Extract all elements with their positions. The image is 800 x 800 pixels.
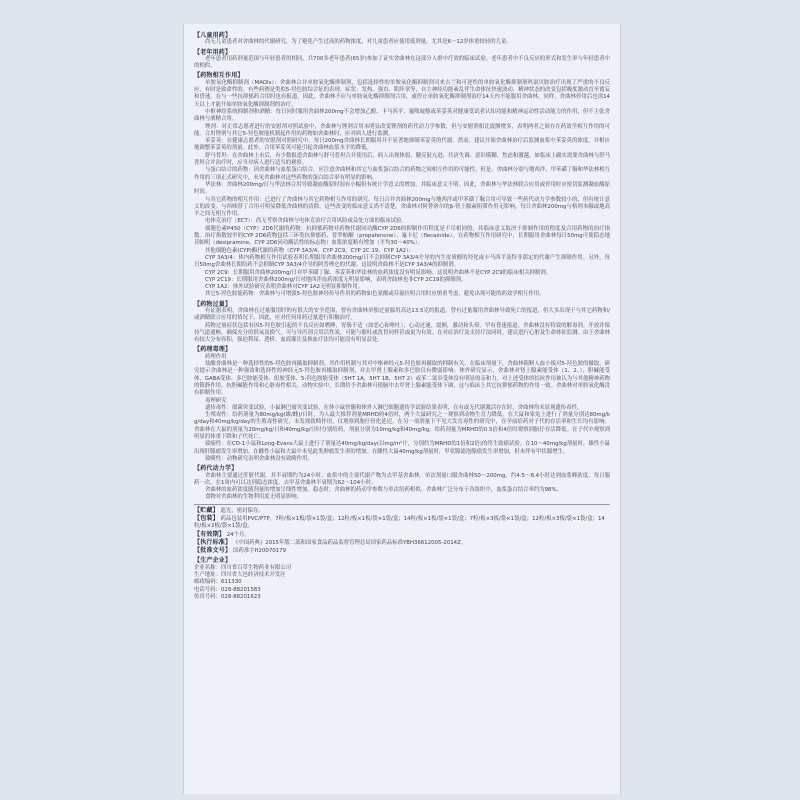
divider bbox=[194, 504, 610, 505]
section-heading: 【儿童用药】 bbox=[194, 32, 232, 39]
section-heading: 【药物相互作用】 bbox=[194, 72, 244, 80]
section-validity bbox=[194, 531, 610, 539]
section-elderly bbox=[194, 49, 610, 71]
package-insert-sheet bbox=[183, 24, 621, 794]
section-paragraph: 遗传毒性：细菌突变试验，小鼠淋巴瘤突变试验，在体小鼠骨髓和体外人淋巴细胞遗传学试验结果表明，在有或无代谢激活存在时，舍曲林均未显现遗传毒性。 bbox=[205, 404, 583, 411]
row-label: 企业名称： bbox=[194, 564, 221, 571]
section-paragraph: 舍曲林的血药浓度随剂量的增加呈线性增加。稳态时，舍曲林的药动学参数与单次给药相似。舍曲林广泛分布于各组织中，血浆蛋白结合率约为98%。 bbox=[205, 487, 562, 494]
section-paragraph: 24个月。 bbox=[226, 531, 250, 538]
section-paragraph: 与其它药物的相互作用：已进行了舍曲林与其它药物相互作用的研究。每日合并舍曲林200mg与地西泮或甲苯磺丁脲合用可导致一些药代动力学参数较小的、但有统计意义的改变。与西咪替丁合用可明显降低舍曲林的清除。这些改变的临床意义尚不清楚。舍曲林对阿替洛尔的β-肾上腺素阻滞作用无影响。每日舍曲林200mg与格列本脲或地高辛之间无相互作用。 bbox=[194, 196, 610, 218]
section-heading: 【药理毒理】 bbox=[194, 346, 232, 354]
section-paragraph: 遮光，密封保存。 bbox=[220, 507, 264, 514]
section-paragraph: 致癌性：在CD-1小鼠和Long-Evans大鼠上进行了剂量达40mg/kg/day(以mg/m²计，分别约为MRHD的1倍和2倍)的终生致癌试验。在10～40mg/kg剂量时，雄性小鼠出现肝腺瘤发生率增加。在雌性小鼠和大鼠中未见此类肿瘤发生率的增加。在雌性大鼠40mg/kg剂量时，甲状腺滤泡腺瘤发生率增加，但未伴有甲状腺增生。 bbox=[194, 441, 610, 455]
section-paragraph: 药品包装用PVC/PTP，7粒/板×1板/袋×1袋/盒；12粒/板×1板/袋×1袋/盒；14粒/板×1板/袋×1袋/盒；7粒/板×3板/袋×1袋/盒；12粒/板×3板/袋×1袋/盒；14粒/板×2板/袋×1袋/盒。 bbox=[194, 516, 605, 530]
section-paragraph: 苯妥英：在健康志愿者的安慰剂对照研究中，每日200mg舍曲林长期服用并不显著地抑制苯妥英的代谢。然而，建议开始舍曲林治疗后监测血浆中苯妥英的浓度，并相应地调整苯妥英的剂量。此外，合用苯妥英可能引起舍曲林血浆水平的降低。 bbox=[194, 138, 610, 152]
section-paragraph: CYP 2C19：长期服用舍曲林200mg/日对地西泮血药浓度无明显影响，表明舍曲林也非CYP 2C19的抑制剂。 bbox=[205, 276, 467, 283]
section-pharmacology bbox=[194, 346, 610, 463]
row-value: 四川省百草生物药业有限公司 bbox=[220, 564, 292, 571]
manufacturer-row bbox=[194, 587, 610, 594]
insert-content bbox=[184, 24, 620, 601]
row-label: 传真号码： bbox=[194, 593, 221, 600]
section-overdose bbox=[194, 301, 610, 345]
section-paragraph: 舒马普坦：在舍曲林上市后，有少数报道舍曲林与舒马普坦合并使用后，病人出现体弱、腱反射亢进、共济失调、意识模糊、焦虑和激越。如临床上确实需要舍曲林与舒马普坦合并治疗时，应当对病人进行适当的观察。 bbox=[194, 152, 610, 167]
section-paragraph: 毒理研究 bbox=[205, 397, 227, 404]
section-paragraph: 药理作用 bbox=[205, 353, 227, 360]
row-label: 电话号码： bbox=[194, 586, 221, 593]
section-storage bbox=[194, 507, 610, 515]
manufacturer-row bbox=[194, 565, 610, 572]
row-value: 028-88201583 bbox=[220, 586, 261, 593]
section-heading: 【执行标准】 bbox=[194, 538, 232, 546]
section-heading: 【贮藏】 bbox=[194, 506, 219, 514]
section-package bbox=[194, 515, 610, 531]
section-paragraph: 其它5-羟色胺能药物：舍曲林与可增强5-羟色胺神经传导作用的药物如色氨酸或芬氟拉明合用时应慎重考虑，避免出现可能的药效学相互作用。 bbox=[205, 291, 545, 298]
manufacturer-row bbox=[194, 579, 610, 586]
section-paragraph: 单胺氧化酶抑制剂（MAOIs）：舍曲林合并单胺氧化酶抑制剂，包括选择性的单胺氧化酶抑制剂司来吉兰和可逆性的单胺氧化酶抑制剂吗氯贝胺治疗出现了严重的不良反应，有时是致命性的。有些病例是类似5-羟色胺综合征的表现。症状：发热、强直、肌阵挛等，自主神经功能紊乱伴生命体征快速波动，精神状态的改变包括极度激动直至谵妄和昏迷。在与一些抗抑郁药合用时也有报道。因此，舍曲林不应与单胺氧化酶抑制剂合用，或停止单胺氧化酶抑制剂治疗14天内不能服用舍曲林。同样，舍曲林停用后也需14天以上才能开始单胺氧化酶抑制剂的治疗。 bbox=[194, 79, 610, 108]
section-paragraph: 有证据表明，舍曲林在过量服用时的有很大的安全范围，曾有舍曲林单独过量服用高达13.5克的报道。曾有过量服用舍曲林导致死亡的报道，但大多出现于与其它药物和/或酒精联合应用的情况下。因此，应对任何用药过量进行积极治疗。 bbox=[194, 307, 610, 322]
section-paragraph: 老年患者用药剂量范围与年轻患者的相同。共700多老年患者(65岁)参加了证实舍曲林在这部分人群中疗效的临床试验。老年患者中不良反应的形式和发生率与年轻患者中的相似。 bbox=[194, 55, 610, 70]
section-paragraph: 药物过量症状包括有因5-羟色胺引起的不良反应如嗜睡，胃肠不适（如恶心和呕吐），心动过速，震颤，激动和头晕。罕有昏迷报道。舍曲林没有特效的解毒剂。开放并保持气道通畅，确保充分的供氧及换气。可与导泻剂合用活性炭，可能与催吐或洗胃同样甚或更为有效。在对症治疗及支持疗法同时，建议进行心脏及生命体征监测。由于舍曲林有较大分布容积，强迫利尿、透析、血液灌注及换血疗法均可能没有明显益处。 bbox=[194, 322, 610, 344]
section-standard bbox=[194, 539, 610, 547]
section-heading: 【包装】 bbox=[194, 515, 219, 522]
section-pharmacokinetics bbox=[194, 465, 610, 501]
section-paragraph: 细胞色素P450（CYP）2D6代谢的药物：抗抑郁药物对药物代谢同功酶CYP 2D6的抑制作用程度是不尽相同的。其临床意义取决于抑制作用的程度及合用药物的治疗指数。治疗指数较窄的CYP 2D6药物包括三环类抗抑郁药、普罗帕酮（propafenone）、氟卡尼（flecainide）。在药物相互作用研究中，长期服用舍曲林每日50mg可使稳态地昔帕明（desipramine，CYP 2D6同功酶活性的标志物）血浆浓度略有增加（平均30～40%）。 bbox=[194, 225, 610, 247]
row-value: 028-88201623 bbox=[220, 593, 261, 600]
section-paragraph: 致畸性：动物研究表明舍曲林没有致畸作用。 bbox=[205, 455, 313, 462]
section-heading: 【药代动力学】 bbox=[194, 465, 238, 473]
section-paragraph: 国药准字H20070179 bbox=[232, 548, 286, 555]
section-heading: 【生产企业】 bbox=[194, 557, 232, 565]
row-label: 生产地址： bbox=[194, 572, 221, 579]
section-paragraph: 华法林：舍曲林200mg/日与华法林合用导致凝血酶原时间有小幅但有统计学意义的增加，其临床意义不明。因此，舍曲林与华法林联合应用或停用时应密切监测凝血酶原时间。 bbox=[194, 181, 610, 196]
manufacturer-row bbox=[194, 572, 610, 579]
section-paragraph: CYP 2C9：长期服用舍曲林200mg/日对甲苯磺丁脲、苯妥英和华法林的血药浓度没有明显影响。这说明舍曲林不是CYP 2C9的临床相关抑制剂。 bbox=[205, 269, 552, 276]
row-value: 611330 bbox=[220, 579, 242, 586]
manufacturer-row bbox=[194, 594, 610, 601]
section-paragraph: 生殖毒性：给药剂量为80mg/kg(雄/雌)/日时，为人最大推荐剂量MRHD的4倍时，两个大鼠研究之一观察到动物生育力降低。在大鼠和家兔上进行了剂量分别达80mg/kg/day和40mg/kg/day的生殖毒性研究，未发现致畸作用，仅观察到胎仔骨化延迟。在另一项剂量下不见大发育毒性的研究中，在孕前给药对子代的存活率和生长均有影响。舍曲林在大鼠的剂量为20mg/kg/日和40mg/kg/日时分别给药，剂量分别为10mg/kg和40mg/kg。给药剂量为MRHD的0.5倍和4倍时观察到胎仔存活降低。在子代中观察到明显的体重下降和子代死亡。 bbox=[194, 412, 610, 441]
section-paragraph: CYP 1A2：体外试验研究表明舍曲林对CYP 1A2无明显抑制作用。 bbox=[205, 284, 364, 291]
section-paragraph: 食物对舍曲林的生物利用度无明显影响。 bbox=[205, 494, 303, 501]
section-paragraph: 电休克治疗（ECT）：尚无考察舍曲林与电休克治疗合用风险或益处方面的临床试验。 bbox=[205, 218, 407, 225]
section-manufacturer bbox=[194, 557, 610, 601]
section-paragraph: 尚无儿童患者对舍曲林的代谢研究，为了避免产生过高的药物浓度，对儿童患者应使用低剂量，尤其是6～12岁体重较轻的儿童。 bbox=[205, 39, 512, 46]
section-children bbox=[194, 32, 610, 47]
section-paragraph: 锂剂：对正常志愿者进行的安慰剂对照试验中，舍曲林与锂剂合用未明显改变锂剂的药代动力学参数，但与安慰剂相比震颤增多，表明两者之间存在药效学相互作用的可能。合用锂剂与其它5-羟色胺能机制起作用的药物如舍曲林时，应对病人进行监测。 bbox=[194, 123, 610, 137]
section-paragraph: 与蛋白结合的药物：因舍曲林与血浆蛋白结合，应注意舍曲林和其它与血浆蛋白结合的药物之间相互作用的可能性。但是，舍曲林分别与地西泮、甲苯磺丁脲和华法林相互作用的三项正式研究中，未见舍曲林对这些药物的蛋白结合率有明显的影响。 bbox=[194, 167, 610, 181]
section-paragraph: 《中国药典》2015年版二部和国家食品药品监督管理总局国家药品标准YBH36612005-2014Z。 bbox=[232, 539, 467, 546]
section-heading: 【批准文号】 bbox=[194, 547, 232, 555]
section-heading: 【药物过量】 bbox=[194, 300, 232, 308]
section-paragraph: 盐酸舍曲林是一种选择性的5-羟色胺再摄取抑制剂。其作用机制与其对中枢神经元5-羟色胺再摄取的抑制有关。在临床剂量下，舍曲林阻断人血小板对5-羟色胺的摄取。研究提示舍曲林是一种强效和选择性的神经元5-羟色胺再摄取抑制剂，对去甲肾上腺素和多巴胺仅有微弱影响。体外研究显示，舍曲林对肾上腺素能受体（1、2、），胆碱能受体、GABA受体、多巴胺能受体、组胺受体、5-羟色胺能受体（5HT 1A，5HT 1B，5HT 2）或苯二氮卓受体没有明显的亲和力。对上述受体的拮抗作用被认为与其他精神药物的镇静作用、抗胆碱能作用和心脏毒性相关。动物实验中，长期给予舍曲林可使脑中去甲肾上腺素能受体下调，这与临床上其它抗抑郁药物的作用一致。舍曲林对单胺氧化酶没有抑制作用。 bbox=[194, 361, 610, 397]
section-paragraph: 其他细胞色素(CYP)酶代谢的药物（CYP 3A3/4、CYP 2C9、CYP 2C 19、CYP 1A2）： bbox=[205, 247, 415, 254]
row-label: 邮政编码： bbox=[194, 579, 221, 586]
section-paragraph: 舍曲林主要通过肝脏代谢，其半衰期约为24小时。血浆中的主要代谢产物为去甲基舍曲林。单次剂量口服舍曲林50～200mg，约4.5～8.4小时达到血浆峰浓度。每日服药一次，在1周内可以达到稳态浓度。去甲基舍曲林半衰期为62～104小时。 bbox=[194, 472, 610, 486]
section-approval bbox=[194, 547, 610, 555]
section-paragraph: CYP 3A3/4：体内药物相互作用试验表明长期服用舍曲林200mg/日不会抑制CYP 3A3/4介导的内生皮质醇的羟化或卡马西平及特非那定的代谢产生抑制作用。另外，每日50mg舍曲林长期给药不会抑制CYP 3A3/4介导的阿普唑仑的代谢。这说明舍曲林不是CYP 3A3/4的抑制剂。 bbox=[194, 254, 610, 269]
section-heading: 【有效期】 bbox=[194, 530, 226, 538]
row-value: 四川省大邑经济技术开发区 bbox=[220, 572, 286, 579]
section-interactions bbox=[194, 72, 610, 298]
section-heading: 【老年用药】 bbox=[194, 48, 232, 56]
section-paragraph: 中枢神经系统抑制剂和酒精：每日同时服用舍曲林200mg不会增加乙醇、卡马西平、氟哌啶醇或苯妥英对健康受试者认知功能和精神运动性活动能力的作用，但不主张舍曲林与酒精合用。 bbox=[194, 108, 610, 123]
